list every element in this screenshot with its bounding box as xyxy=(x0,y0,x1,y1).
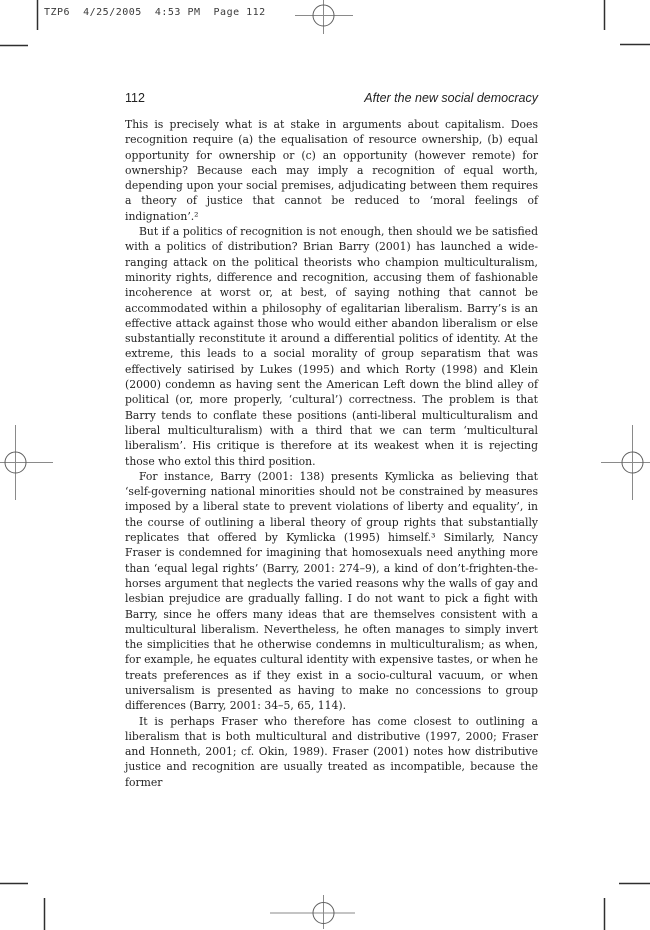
running-head-title: After the new social democracy xyxy=(364,91,538,105)
paragraph: It is perhaps Fraser who therefore has come closest to outlining a liberalism that is both multicultural and distributive (1997, 2000; Fraser and Honneth, 2001; cf. Okin, 1989). Fraser (2001) notes how distributive justice and recognition are usually treated as incompatible, because the former xyxy=(125,714,538,789)
print-slug-line: TZP6 4/25/2005 4:53 PM Page 112 xyxy=(44,7,266,18)
page-number: 112 xyxy=(125,91,145,105)
paragraph: This is precisely what is at stake in arguments about capitalism. Does recognition require (a) the equalisation of resource ownership, (b) equal opportunity for ownership or (c) an opportunity (however remote) for ownership? Because each may imply a recognition of equal worth, depending upon your social premises, adjudicating between them requires a theory of justice that cannot be reduced to ‘moral feelings of indignation’.² xyxy=(125,118,538,223)
registration-mark-bottom-icon xyxy=(270,895,355,929)
running-head xyxy=(125,91,538,105)
registration-mark-top-icon xyxy=(295,0,353,34)
paragraph: For instance, Barry (2001: 138) presents Kymlicka as believing that ‘self-governing national minorities should not be constrained by measures imposed by a liberal state to prevent violations of liberty and equality’, in the course of outlining a liberal theory of group rights that substantially replicates that offered by Kymlicka (1995) himself.³ Similarly, Nancy Fraser is condemned for imagining that homosexuals need anything more than ‘equal legal rights’ (Barry, 2001: 274–9), a kind of don’t-frighten-the-horses argument that neglects the varied reasons why the walls of gay and lesbian prejudice are gradually falling. I do not want to pick a fight with Barry, since he offers many ideas that are themselves consistent with a multicultural liberalism. Nevertheless, he often manages to simply invert the simplicities that he otherwise condemns in multiculturalism; as when, for example, he equates cultural identity with expensive tastes, or when he treats preferences as if they exist in a socio-cultural vacuum, or when universalism is presented as having to make no concessions to group differences (Barry, 2001: 34–5, 65, 114). xyxy=(125,469,538,713)
registration-mark-right-icon xyxy=(601,425,650,500)
paragraph: But if a politics of recognition is not enough, then should we be satisfied with a politics of distribution? Brian Barry (2001) has launched a wide-ranging attack on the political theorists who champion multiculturalism, minority rights, difference and recognition, accusing them of fashionable incoherence at worst or, at best, of saying nothing that cannot be accommodated within a philosophy of egalitarian liberalism. Barry’s is an effective attack against those who would either abandon liberalism or else substantially reconstitute it around a differential politics of identity. At the extreme, this leads to a social morality of group separatism that was effectively satirised by Lukes (1995) and which Rorty (1998) and Klein (2000) condemn as having sent the American Left down the blind alley of political (or, more properly, ‘cultural’) correctness. The problem is that Barry tends to conflate these positions (anti-liberal multiculturalism and liberal multiculturalism) with a third that we can term ‘multicultural liberalism’. His critique is therefore at its weakest when it is rejecting those who extol this third position. xyxy=(125,225,538,468)
registration-mark-left-icon xyxy=(0,425,53,500)
page-body-text xyxy=(125,117,538,790)
